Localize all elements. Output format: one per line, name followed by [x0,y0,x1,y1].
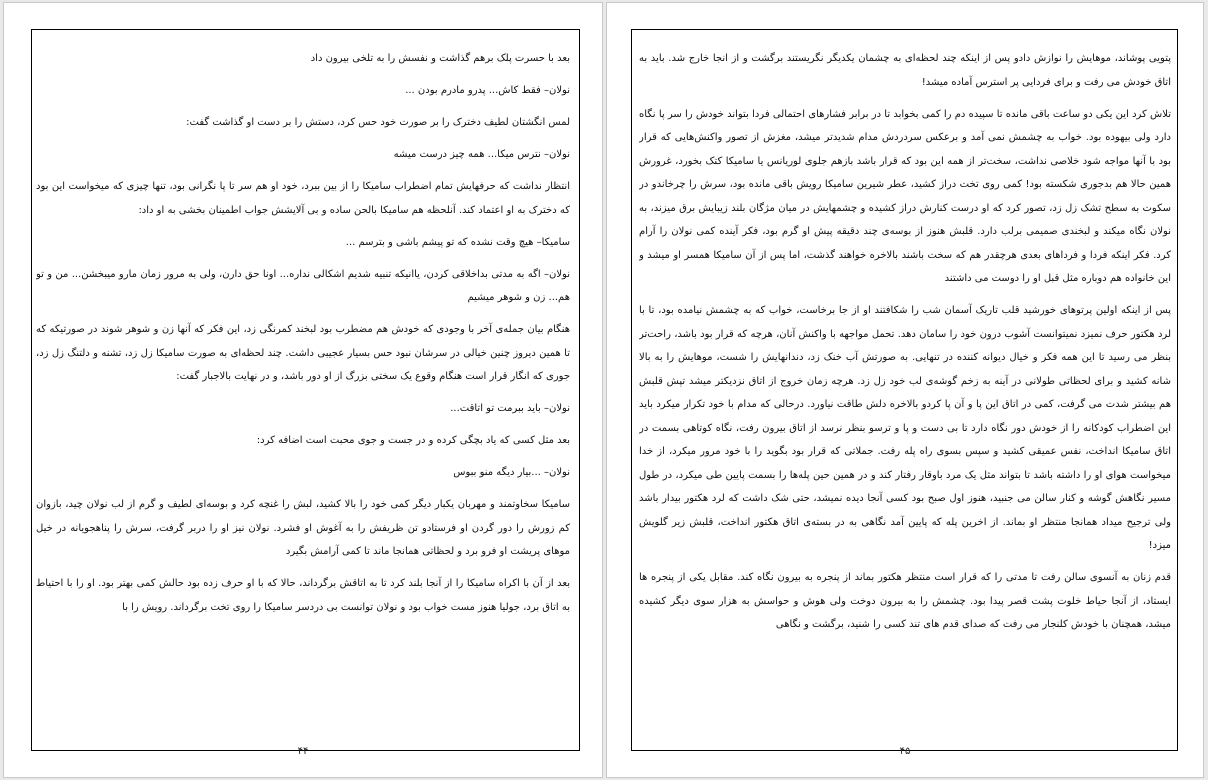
page-text [639,47,1171,733]
paragraph: نولان– فقط کاش... پدرو مادرم بودن ... [405,85,570,96]
paragraph: پتویی پوشاند، موهایش را نوازش دادو پس از اینکه چند لحظه‌ای به چشمان یکدیگر نگریستند برگشت و از انجا خارج شد. باید به اتاق خودش می رفت و برای فردایی پر استرس آماده میشد! [639,53,1171,88]
paragraph: پس از اینکه اولین پرتوهای خورشید قلب تاریک آسمان شب را شکافتند او از جا برخاست، خواب که به چشمش نیامده بود، تا با لرد هکتور حرف نمیزد نمیتوانست آشوب درون خود را سامان دهد. تحمل مواجهه با واکنش آنان، هرچه که قرار بود باشد، راحت‌تر بنظر می رسید تا این همه فکر و خیال دیوانه کننده در تنهایی. به صورتش آب خنک زد، دندانهایش را شست، موهایش را به بالا شانه کشید و برای لحظاتی طولانی در آینه به زخم گوشه‌ی لب خود زل زد. هرچه زمان خروج از اتاق نزدیکتر میشد تپش قلبش هم بیشتر شدت می گرفت، کمی در اتاق این پا و آن پا کردو بالاخره دلش طاقت نیاورد. درحالی که مدام با خود تکرار میکرد باید این اضطراب کودکانه را از خودش دور نگاه دارد تا بی دست و پا و ترسو بنظر نرسد از اتاق بیرون رفت، نگاه کوتاهی بسمت در اتاق سامیکا انداخت، نفس عمیقی کشید و سپس بسوی راه پله رفت. جملاتی که قرار بود بگوید را با خود مرور میکرد، از خدا میخواست هوای او را داشته باشد تا بتواند مثل یک مرد باوقار رفتار کند و در همین حین پله‌ها را بسمت پایین طی میکرد، در طول مسیر نگاهش گوشه و کنار سالن می جنبید، هنوز اول صبح بود کسی آنجا دیده نمیشد، حتی شک داشت که لرد هکتور بیدار باشد ولی ترجیح میداد همانجا منتظر او بماند. از اخرین پله که پایین آمد نگاهی به در بسته‌ی اتاق هکتور انداخت، قلبش زیر گلویش میزد! [639,305,1171,551]
page-number: ۴۴ [297,746,309,757]
paragraph: نولان– باید ببرمت تو اتاقت... [450,403,570,414]
page-number: ۴۵ [899,746,911,757]
paragraph: بعد از آن با اکراه سامیکا را از آنجا بلند کرد تا به اتاقش برگرداند، حالا که با او حرف زده بود حالش کمی بهتر بود. او را با احتیاط به اتاق برد، جولیا هنوز مست خواب بود و نولان توانست بی دردسر سامیکا را روی تخت برگرداند. رویش را با [36,578,570,613]
paragraph: قدم زنان به آنسوی سالن رفت تا مدتی را که قرار است منتظر هکتور بماند از پنجره به بیرون نگاه کند. مقابل یکی از پنجره ها ایستاد، از آنجا حیاط خلوت پشت قصر پیدا بود. چشمش را به بیرون دوخت ولی هوش و حواسش به هزار سوی دیگر کشیده میشد، همچنان با خودش کلنجار می رفت که صدای قدم های تند کسی را شنید، برگشت و نگاهی [639,572,1171,630]
paragraph: نولان– ...بیار دیگه منو ببوس [453,467,570,478]
paragraph: انتظار نداشت که حرفهایش تمام اضطراب سامیکا را از بین ببرد، خود او هم سر تا پا نگرانی بود، تنها چیزی که میخواست این بود که دخترک به او اعتماد کند. آنلحظه هم سامیکا بالحن ساده و بی آلایشش جواب اطمینان بخشی به او داد: [36,181,570,216]
paragraph: تلاش کرد این یکی دو ساعت باقی مانده تا سپیده دم را کمی بخوابد تا در برابر فشارهای احتمالی فردا بتواند خودش را سر پا نگاه دارد ولی بیهوده بود. خواب به چشمش نمی آمد و برعکس سردردش مدام شدیدتر میشد، مغزش از تصور واکنش‌هایی که قرار بود با آنها مواجه شود خلاصی نداشت، سخت‌تر از همه این بود که قرار باشد بازهم جلوی لوریانس یا سامیکا کتک بخورد، غرورش همین حالا هم بدجوری شکسته بود! کمی روی تخت دراز کشید، عطر شیرین سامیکا رویش باقی مانده بود، سرش را چرخاندو در سکوت به سطح تشک زل زد، تصور کرد که او درست کنارش دراز کشیده و چشمهایش در میان مژگان بلند زیبایش برق میزند، به نولان نگاه میکند و لبخندی صمیمی برلب دارد. قلبش هنوز از بوسه‌ی چند دقیقه پیش او گرم بود، فکر آینده کمی نولان را آرام کرد. فکر اینکه فردا و فرداهای بعدی هرچقدر هم که سخت باشند بالاخره خواهند گذشت، اما پس از آن سامیکا همسر او میشد و این خانواده هم دوباره مثل قبل او را دوست می داشتند [639,108,1171,284]
paragraph: بعد با حسرت پلک برهم گذاشت و نفسش را به تلخی بیرون داد [310,53,570,64]
paragraph: سامیکا سخاوتمند و مهربان یکبار دیگر کمی خود را بالا کشید، لبش را غنچه کرد و بوسه‌ای لطیف و گرم از لب نولان چید، بازوان کم زورش را دور گردن او فرستادو تن ظریفش را به آغوش او فشرد. نولان نیز او را دربر گرفت، سرش را پناهجویانه در خیل موهای پریشت او فرو برد و لحظاتی همانجا ماند تا کمی آرامش بگیرد [36,499,570,557]
paragraph: سامیکا– هیچ وقت نشده که تو پیشم باشی و بترسم ... [345,236,570,248]
paragraph: هنگام بیان جمله‌ی آخر با وجودی که خودش هم مضطرب بود لبخند کمرنگی زد، این فکر که آنها زن و شوهر شوند در صورتیکه که تا همین دیروز چنین خیالی در سرشان نبود حس بسیار عجیبی داشت. چند لحظه‌ای به صورت سامیکا زل زد، تشنه و دلتنگ زل زد، جوری که انگار قرار است هنگام وقوع یک سختی بزرگ از او دور باشد، و در نهایت بالاجبار گفت: [36,324,570,382]
paragraph: بعد مثل کسی که یاد بچگی کرده و در جست و جوی محبت است اضافه کرد: [256,435,570,446]
paragraph: لمس انگشتان لطیف دخترک را بر صورت خود حس کرد، دستش را بر دست او گذاشت گفت: [186,117,570,128]
page-44 [3,2,603,778]
paragraph: نولان– اگه به مدتی بداخلاقی کردن، یاانیکه تنبیه شدیم اشکالی نداره... اونا حق دارن، ولی به مرور زمان مارو میبخشن... من و تو هم... زن و شوهر میشیم [36,268,570,303]
page-45 [606,2,1204,778]
paragraph: نولان– نترس میکا... همه چیز درست میشه [393,149,570,160]
page-text [36,47,570,733]
